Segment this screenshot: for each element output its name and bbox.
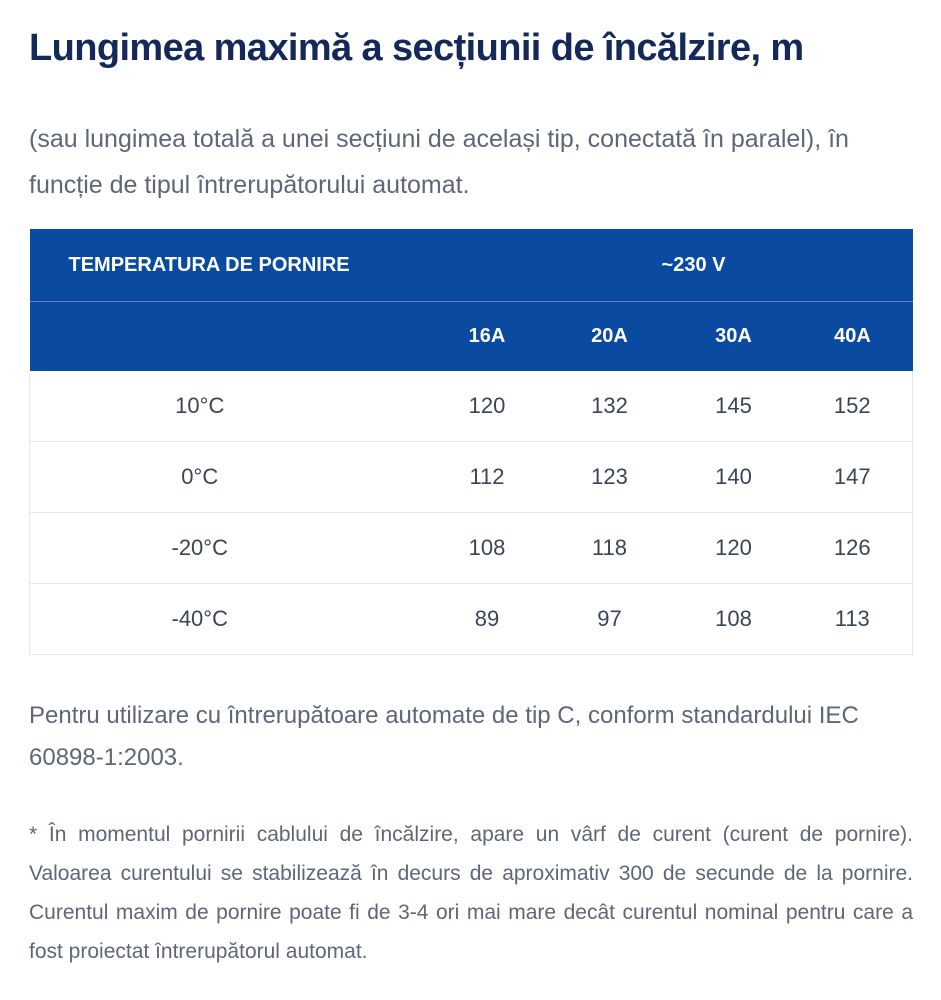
header-empty-cell — [30, 302, 430, 372]
length-table — [29, 229, 913, 655]
standard-note: Pentru utilizare cu întrerupătoare automate de tip C, conform standardului IEC 60898-1:2003. — [29, 702, 859, 771]
cell-value: 145 — [675, 371, 793, 442]
cell-value: 140 — [675, 442, 793, 513]
inrush-current-footnote: * În momentul pornirii cablului de încălzire, apare un vârf de curent (curent de pornire). Valoarea curentului se stabilizează în decurs de aproximativ 300 de secunde de la pornire. Curentul maxim de pornire poate fi de 3-4 ori mai mare decât curentul nominal pentru care a fost proiectat întrerupătorul automat. — [29, 823, 913, 963]
table-header-row-main — [30, 229, 913, 302]
table-body — [30, 371, 913, 655]
cell-value: 97 — [545, 584, 675, 655]
cell-value: 108 — [675, 584, 793, 655]
cell-value: 123 — [545, 442, 675, 513]
table-row — [30, 584, 913, 655]
header-breaker-30a: 30A — [675, 302, 793, 372]
header-breaker-16a: 16A — [430, 302, 545, 372]
cell-value: 147 — [793, 442, 913, 513]
table-row — [30, 371, 913, 442]
row-temperature: -40°C — [30, 584, 430, 655]
header-voltage: ~230 V — [430, 229, 913, 302]
cell-value: 89 — [430, 584, 545, 655]
header-start-temperature: TEMPERATURA DE PORNIRE — [30, 229, 430, 302]
table-header — [30, 229, 913, 371]
row-temperature: 10°C — [30, 371, 430, 442]
table-header-row-breakers — [30, 302, 913, 372]
cell-value: 108 — [430, 513, 545, 584]
row-temperature: -20°C — [30, 513, 430, 584]
cell-value: 120 — [675, 513, 793, 584]
row-temperature: 0°C — [30, 442, 430, 513]
header-breaker-20a: 20A — [545, 302, 675, 372]
length-table-container — [29, 229, 912, 655]
page-title: Lungimea maximă a secțiunii de încălzire, m — [29, 27, 804, 69]
cell-value: 132 — [545, 371, 675, 442]
header-breaker-40a: 40A — [793, 302, 913, 372]
cell-value: 118 — [545, 513, 675, 584]
table-row — [30, 442, 913, 513]
cell-value: 126 — [793, 513, 913, 584]
cell-value: 113 — [793, 584, 913, 655]
cell-value: 112 — [430, 442, 545, 513]
table-row — [30, 513, 913, 584]
page-subtitle: (sau lungimea totală a unei secțiuni de același tip, conectată în paralel), în funcție de tipul întrerupătorului automat. — [29, 125, 849, 199]
cell-value: 120 — [430, 371, 545, 442]
cell-value: 152 — [793, 371, 913, 442]
